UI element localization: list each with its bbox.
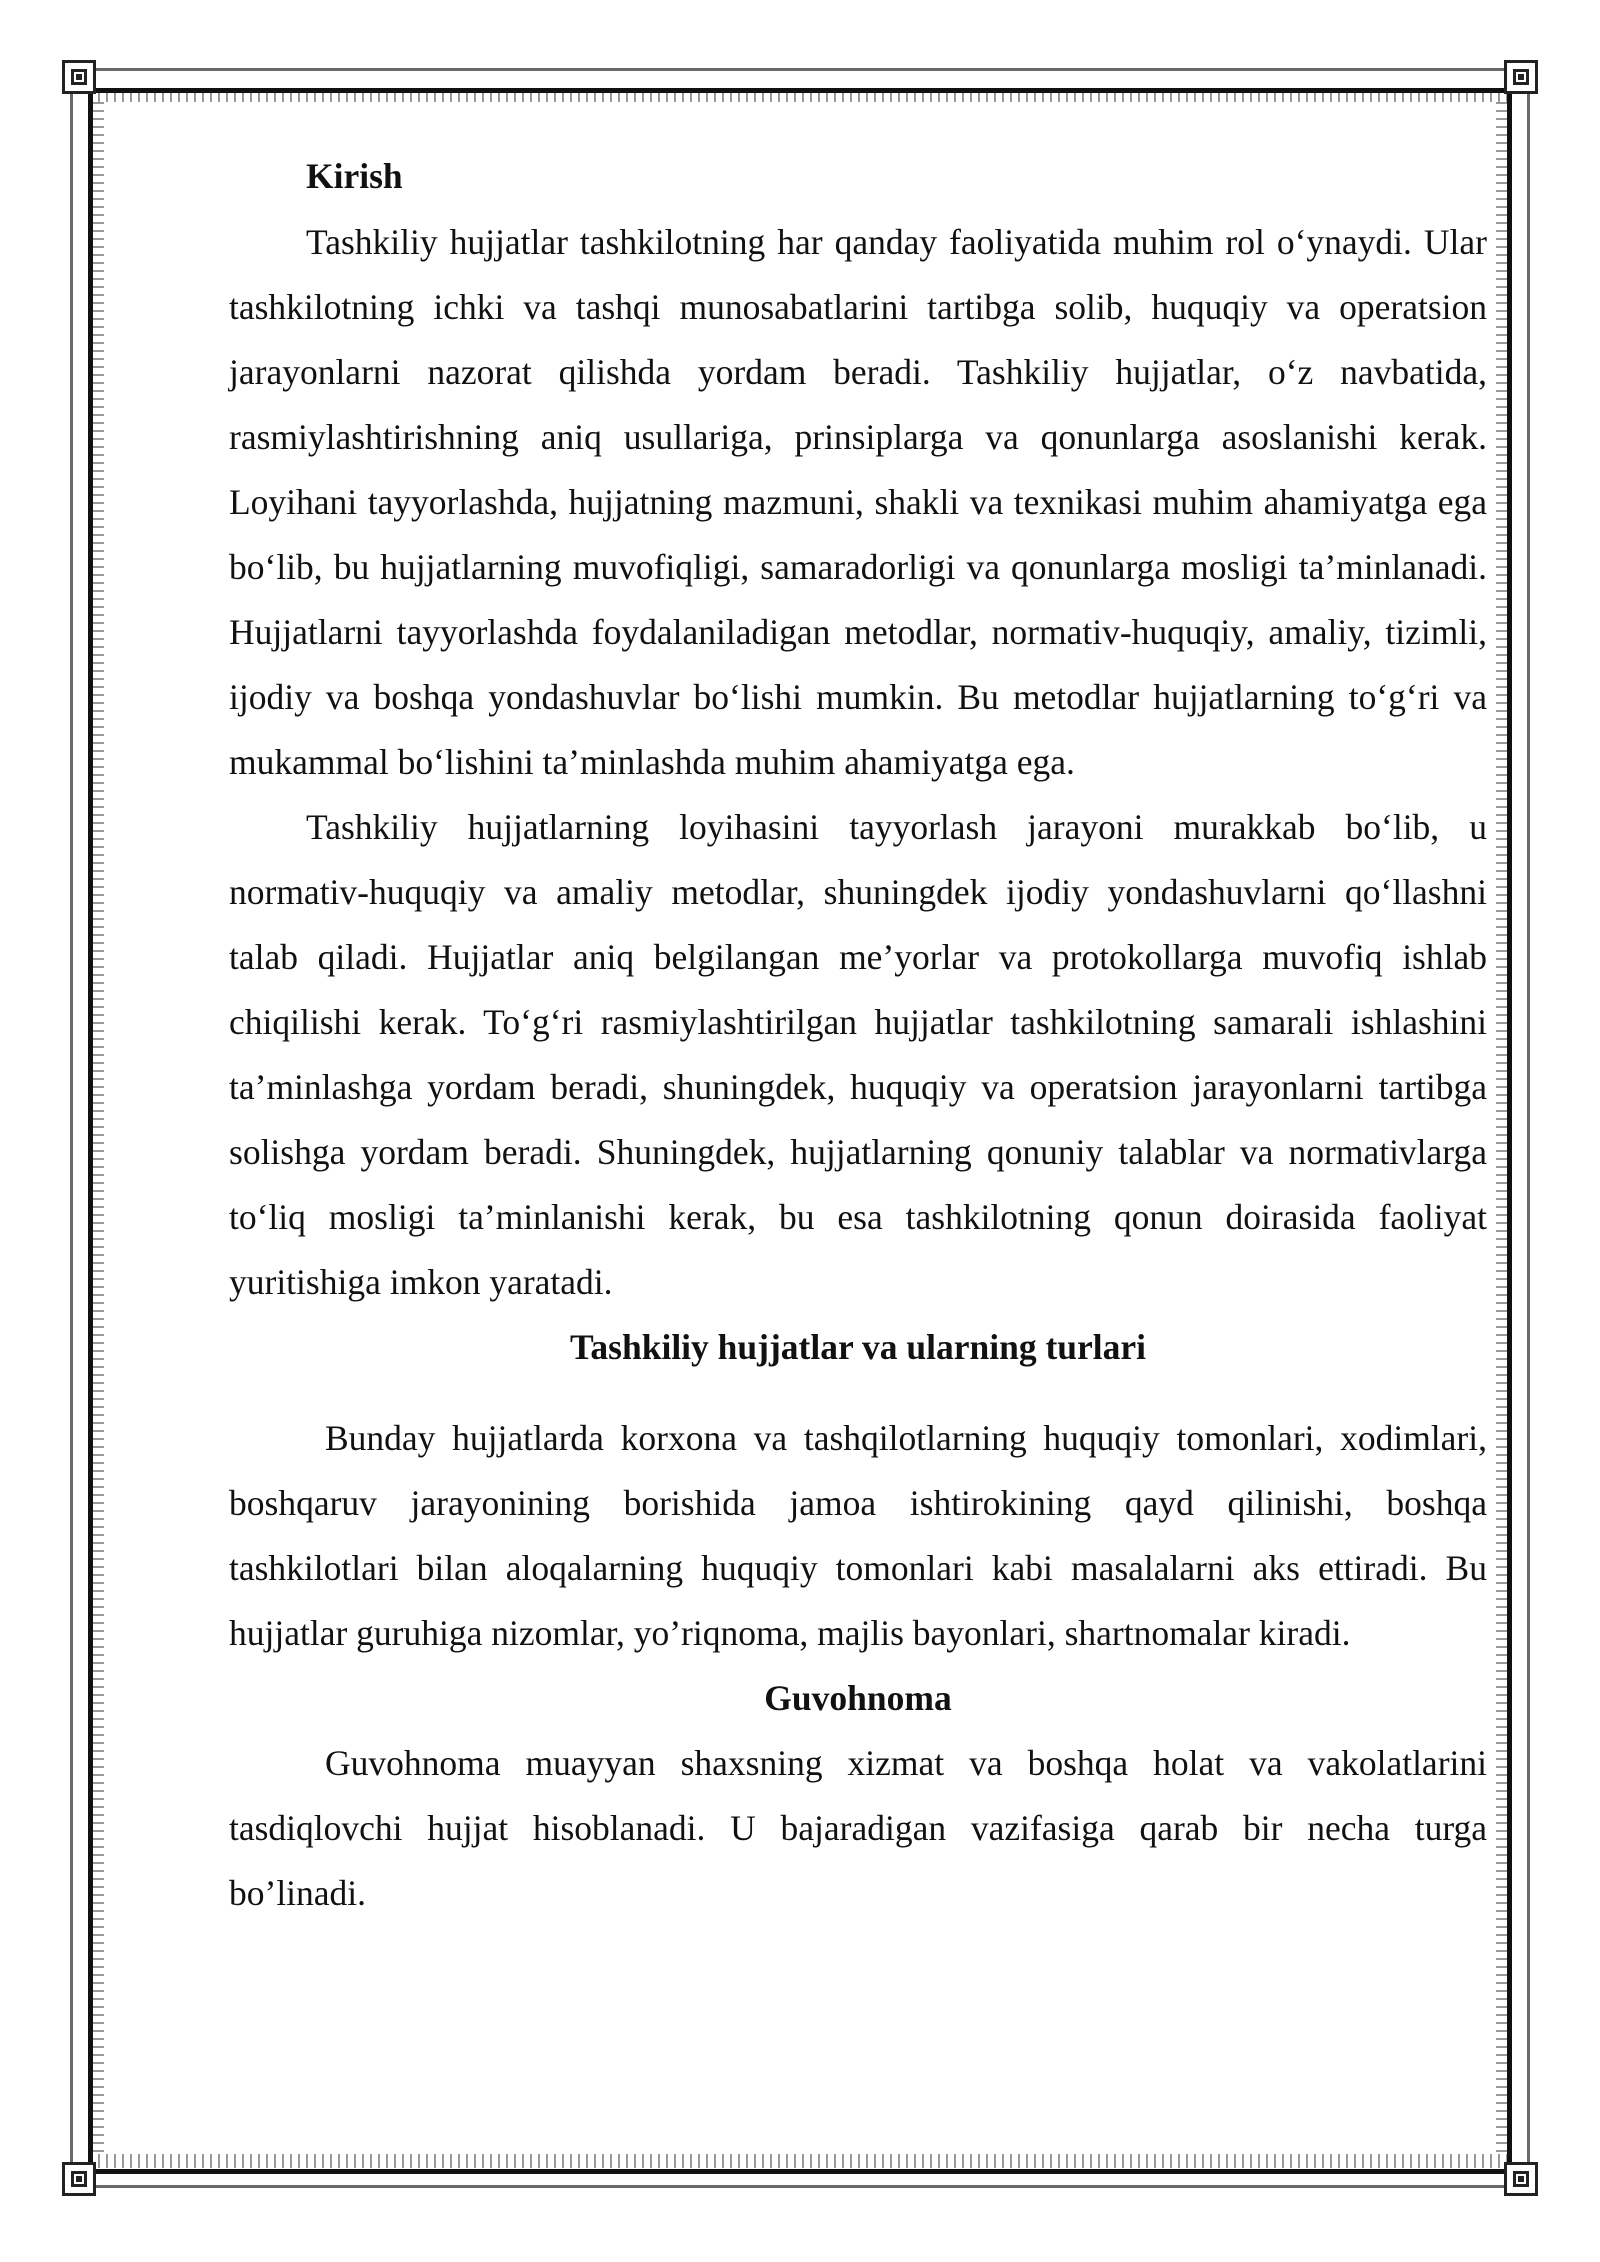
corner-ornament-top-right (1504, 60, 1538, 94)
heading-guvohnoma: Guvohnoma (764, 1678, 952, 1718)
paragraph-intro-2: Tashkiliy hujjatlarning loyihasini tayyorlash jarayoni murakkab bo‘lib, u normativ-huquqiy va amaliy metodlar, shuningdek ijodiy yondashuvlarni qo‘llashni talab qiladi. Hujjatlar aniq belgilangan me’yorlar va protokollarga muvofiq ishlab chiqilishi kerak. To‘g‘ri rasmiylashtirilgan hujjatlar tashkilotning samarali ishlashini ta’minlashga yordam beradi, shuningdek, huquqiy va operatsion jarayonlarni tartibga solishga yordam beradi. Shuningdek, hujjatlarning qonuniy talablar va normativlarga to‘liq mosligi ta’minlanishi kerak, bu esa tashkilotning qonun doirasida faoliyat yuritishiga imkon yaratadi. (229, 807, 1487, 1302)
heading-document-types: Tashkiliy hujjatlar va ularning turlari (569, 1327, 1146, 1367)
paragraph-document-types: Bunday hujjatlarda korxona va tashqilotlarning huquqiy tomonlari, xodimlari, boshqaruv jarayonining borishida jamoa ishtirokining qayd qilinishi, boshqa tashkilotlari bilan aloqalarning huquqiy tomonlari kabi masalalarni aks ettiradi. Bu hujjatlar guruhiga nizomlar, yo’riqnoma, majlis bayonlari, shartnomalar kiradi. (229, 1418, 1487, 1653)
corner-ornament-bottom-right (1504, 2162, 1538, 2196)
corner-ornament-bottom-left (62, 2162, 96, 2196)
paragraph-guvohnoma: Guvohnoma muayyan shaxsning xizmat va boshqa holat va vakolatlarini tasdiqlovchi hujjat hisoblanadi. U bajaradigan vazifasiga qarab bir necha turga bo’linadi. (229, 1743, 1487, 1913)
heading-kirish: Kirish (306, 156, 403, 196)
document-body (229, 148, 1487, 1926)
corner-ornament-top-left (62, 60, 96, 94)
paragraph-intro-1: Tashkiliy hujjatlar tashkilotning har qanday faoliyatida muhim rol o‘ynaydi. Ular tashkilotning ichki va tashqi munosabatlarini tartibga solib, huquqiy va operatsion jarayonlarni nazorat qilishda yordam beradi. Tashkiliy hujjatlar, o‘z navbatida, rasmiylashtirishning aniq usullariga, prinsiplarga va qonunlarga asoslanishi kerak. Loyihani tayyorlashda, hujjatning mazmuni, shakli va texnikasi muhim ahamiyatga ega bo‘lib, bu hujjatlarning muvofiqligi, samaradorligi va qonunlarga mosligi ta’minlanadi. Hujjatlarni tayyorlashda foydalaniladigan metodlar, normativ-huquqiy, amaliy, tizimli, ijodiy va boshqa yondashuvlar bo‘lishi mumkin. Bu metodlar hujjatlarning to‘g‘ri va mukammal bo‘lishini ta’minlashda muhim ahamiyatga ega. (229, 222, 1487, 782)
